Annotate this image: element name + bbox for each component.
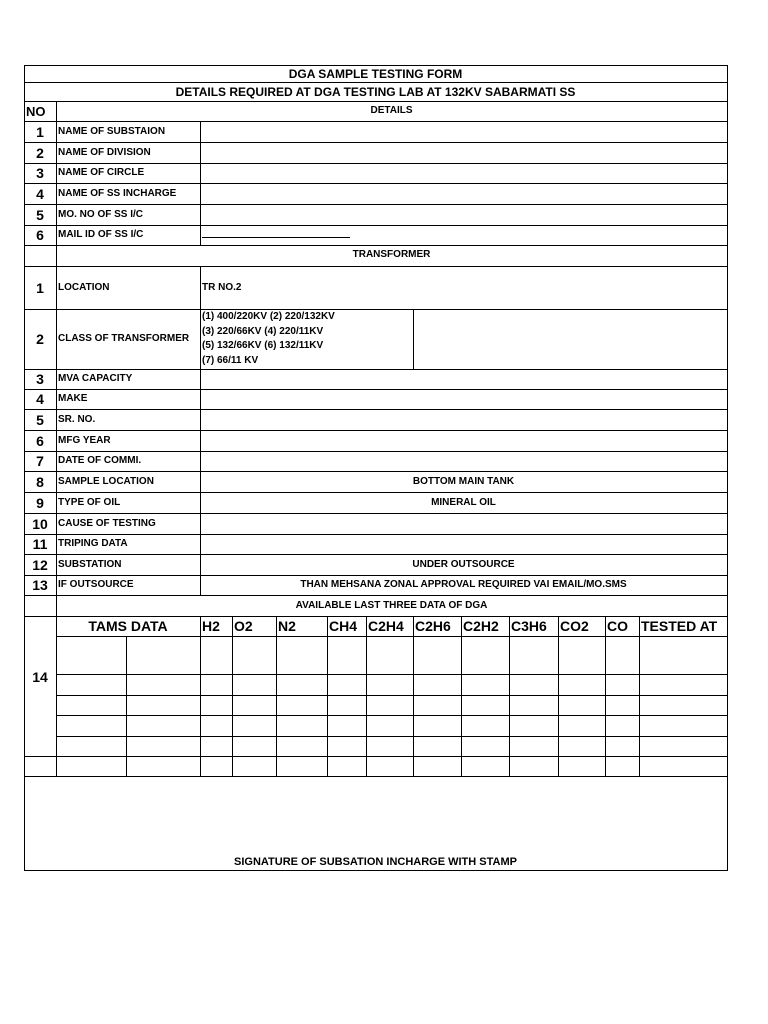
dga-data-cell[interactable] [126, 636, 201, 675]
dga-data-cell[interactable] [639, 715, 728, 737]
dga-data-cell[interactable] [327, 736, 367, 757]
row-number: 2 [36, 144, 44, 161]
field-label: DATE OF COMMI. [58, 455, 142, 466]
row-number: 12 [32, 556, 48, 573]
dga-data-cell[interactable] [605, 636, 640, 675]
field-label: SAMPLE LOCATION [58, 475, 154, 487]
dga-data-cell[interactable] [605, 715, 640, 737]
dga-data-cell[interactable] [232, 736, 277, 757]
tams-data-header: TAMS DATA [88, 618, 168, 634]
dga-data-cell[interactable] [232, 695, 277, 716]
field-label: NAME OF DIVISION [58, 146, 151, 158]
blank-row-cell [24, 756, 57, 777]
dga-data-cell[interactable] [639, 736, 728, 757]
n2-header: N2 [278, 618, 296, 634]
dga-data-cell[interactable] [327, 695, 367, 716]
dga-data-cell[interactable] [509, 715, 559, 737]
blank-row-cell [200, 756, 233, 777]
field-value-cell[interactable] [200, 369, 728, 390]
field-label: MAIL ID OF SS I/C [58, 229, 144, 240]
field-label: IF OUTSOURCE [58, 579, 134, 590]
field-value-cell[interactable] [200, 409, 728, 431]
dga-data-cell[interactable] [413, 715, 462, 737]
field-value-cell[interactable] [200, 430, 728, 452]
row-number: 1 [36, 123, 44, 140]
details-header: DETAILS [370, 105, 413, 116]
blank-row-cell [461, 756, 510, 777]
dga-data-cell[interactable] [56, 674, 127, 696]
tested-at-header: TESTED AT [641, 618, 718, 634]
row-number: 7 [36, 453, 44, 469]
transformer-section-title: TRANSFORMER [352, 249, 431, 260]
dga-data-cell[interactable] [327, 674, 367, 696]
row-number: 5 [36, 411, 44, 428]
row-number: 9 [36, 494, 44, 511]
blank-row-cell [276, 756, 328, 777]
co2-header: CO2 [560, 618, 589, 634]
field-value-cell[interactable] [200, 183, 728, 205]
dga-data-cell[interactable] [605, 674, 640, 696]
dga-data-cell[interactable] [639, 674, 728, 696]
transformer-class-option: (7) 66/11 KV [202, 354, 259, 366]
dga-data-cell[interactable] [413, 636, 462, 675]
dga-data-cell[interactable] [56, 715, 127, 737]
blank-row-cell [232, 756, 277, 777]
dga-data-cell[interactable] [126, 715, 201, 737]
blank-row-cell [605, 756, 640, 777]
dga-data-cell[interactable] [366, 636, 414, 675]
row-number: 4 [36, 185, 44, 202]
dga-data-cell[interactable] [413, 674, 462, 696]
transformer-class-value-cell[interactable] [413, 309, 728, 370]
dga-data-cell[interactable] [126, 695, 201, 716]
row-number: 6 [36, 432, 44, 449]
form-subtitle: DETAILS REQUIRED AT DGA TESTING LAB AT 132KV SABARMATI SS [175, 85, 576, 99]
form-title: DGA SAMPLE TESTING FORM [288, 67, 463, 81]
row-number: 13 [32, 577, 48, 593]
dga-data-cell[interactable] [413, 695, 462, 716]
co-header: CO [607, 618, 628, 634]
dga-data-cell[interactable] [200, 695, 233, 716]
row-number: 6 [36, 227, 44, 243]
row-number: 4 [36, 391, 44, 407]
field-value: THAN MEHSANA ZONAL APPROVAL REQUIRED VAI EMAIL/MO.SMS [300, 579, 627, 590]
blank-row-cell [413, 756, 462, 777]
dga-data-cell[interactable] [509, 695, 559, 716]
section-spacer-cell [24, 245, 57, 267]
h2-header: H2 [202, 618, 220, 634]
no-header: NO [26, 103, 46, 119]
dga-data-cell[interactable] [639, 636, 728, 675]
dga-section-title: AVAILABLE LAST THREE DATA OF DGA [295, 600, 488, 611]
dga-data-cell[interactable] [558, 695, 606, 716]
dga-data-cell[interactable] [56, 736, 127, 757]
dga-data-cell[interactable] [126, 674, 201, 696]
dga-data-cell[interactable] [509, 736, 559, 757]
dga-data-cell[interactable] [509, 636, 559, 675]
dga-data-cell[interactable] [126, 736, 201, 757]
field-label: NAME OF SUBSTAION [58, 125, 166, 137]
dga-data-cell[interactable] [366, 736, 414, 757]
dga-data-cell[interactable] [327, 636, 367, 675]
field-value: BOTTOM MAIN TANK [412, 475, 515, 487]
blank-row-cell [509, 756, 559, 777]
o2-header: O2 [234, 618, 253, 634]
dga-data-cell[interactable] [639, 695, 728, 716]
field-value-cell[interactable] [200, 534, 728, 555]
blank-row-cell [366, 756, 414, 777]
blank-row-cell [126, 756, 201, 777]
row-number: 8 [36, 473, 44, 490]
field-value-cell[interactable] [200, 451, 728, 472]
row-number: 11 [32, 536, 48, 552]
field-label: TRIPING DATA [58, 538, 128, 549]
dga-data-cell[interactable] [232, 636, 277, 675]
field-label: SUBSTATION [58, 558, 122, 570]
field-value: MINERAL OIL [431, 496, 496, 508]
field-label: NAME OF CIRCLE [58, 167, 145, 178]
field-value-cell[interactable] [200, 163, 728, 184]
dga-data-cell[interactable] [276, 674, 328, 696]
blank-row-cell [558, 756, 606, 777]
row-number: 2 [36, 331, 44, 347]
row-number: 1 [36, 279, 44, 296]
field-label: SR. NO. [58, 413, 96, 425]
dga-data-cell[interactable] [605, 736, 640, 757]
dga-data-cell[interactable] [366, 695, 414, 716]
dga-data-cell[interactable] [232, 715, 277, 737]
field-label: TYPE OF OIL [58, 496, 121, 508]
dga-data-cell[interactable] [461, 715, 510, 737]
dga-data-cell[interactable] [276, 636, 328, 675]
c3h6-header: C3H6 [511, 618, 547, 634]
dga-data-cell[interactable] [56, 695, 127, 716]
blank-row-cell [327, 756, 367, 777]
signature-label: SIGNATURE OF SUBSATION INCHARGE WITH STAMP [234, 855, 517, 868]
row-number: 14 [32, 669, 48, 685]
blank-row-cell [639, 756, 728, 777]
field-label: NAME OF SS INCHARGE [58, 187, 177, 199]
row-number-cell [24, 616, 57, 757]
field-label: MVA CAPACITY [58, 373, 133, 384]
dga-data-cell[interactable] [200, 674, 233, 696]
field-label: CLASS OF TRANSFORMER [58, 333, 190, 344]
field-value-cell[interactable] [200, 204, 728, 226]
dga-data-cell[interactable] [461, 674, 510, 696]
c2h2-header: C2H2 [463, 618, 499, 634]
dga-data-cell[interactable] [558, 715, 606, 737]
dga-data-cell[interactable] [232, 674, 277, 696]
dga-data-cell[interactable] [200, 636, 233, 675]
dga-data-cell[interactable] [461, 695, 510, 716]
field-value: UNDER OUTSOURCE [412, 558, 515, 570]
dga-data-cell[interactable] [327, 715, 367, 737]
field-label: MAKE [58, 393, 88, 404]
dga-data-cell[interactable] [558, 736, 606, 757]
section-spacer-cell [24, 595, 57, 617]
dga-data-cell[interactable] [276, 736, 328, 757]
dga-data-cell[interactable] [276, 715, 328, 737]
dga-data-cell[interactable] [200, 715, 233, 737]
dga-data-cell[interactable] [56, 636, 127, 675]
field-value: TR NO.2 [202, 281, 242, 293]
dga-data-cell[interactable] [509, 674, 559, 696]
dga-data-cell[interactable] [366, 715, 414, 737]
field-value-cell[interactable] [200, 142, 728, 164]
field-label: LOCATION [58, 281, 110, 293]
c2h6-header: C2H6 [415, 618, 451, 634]
dga-data-cell[interactable] [366, 674, 414, 696]
dga-data-cell[interactable] [461, 736, 510, 757]
field-value-cell[interactable] [200, 513, 728, 535]
field-label: MFG YEAR [58, 434, 111, 446]
transformer-class-option: (3) 220/66KV (4) 220/11KV [202, 325, 324, 337]
row-number: 3 [36, 165, 44, 181]
dga-data-cell[interactable] [276, 695, 328, 716]
dga-data-cell[interactable] [461, 636, 510, 675]
ch4-header: CH4 [329, 618, 358, 634]
field-value-cell[interactable] [200, 225, 728, 246]
transformer-class-option: (1) 400/220KV (2) 220/132KV [202, 311, 335, 322]
field-label: MO. NO OF SS I/C [58, 208, 144, 220]
blank-row-cell [56, 756, 127, 777]
transformer-class-option: (5) 132/66KV (6) 132/11KV [202, 340, 324, 351]
field-value-cell[interactable] [200, 389, 728, 410]
row-number: 10 [32, 515, 48, 532]
dga-data-cell[interactable] [605, 695, 640, 716]
field-value-cell[interactable] [200, 121, 728, 143]
row-number: 5 [36, 206, 44, 223]
dga-data-cell[interactable] [558, 636, 606, 675]
field-label: CAUSE OF TESTING [58, 517, 156, 529]
dga-data-cell[interactable] [200, 736, 233, 757]
dga-data-cell[interactable] [413, 736, 462, 757]
dga-data-cell[interactable] [558, 674, 606, 696]
email-underline [202, 237, 350, 238]
row-number: 3 [36, 371, 44, 387]
c2h4-header: C2H4 [368, 618, 404, 634]
